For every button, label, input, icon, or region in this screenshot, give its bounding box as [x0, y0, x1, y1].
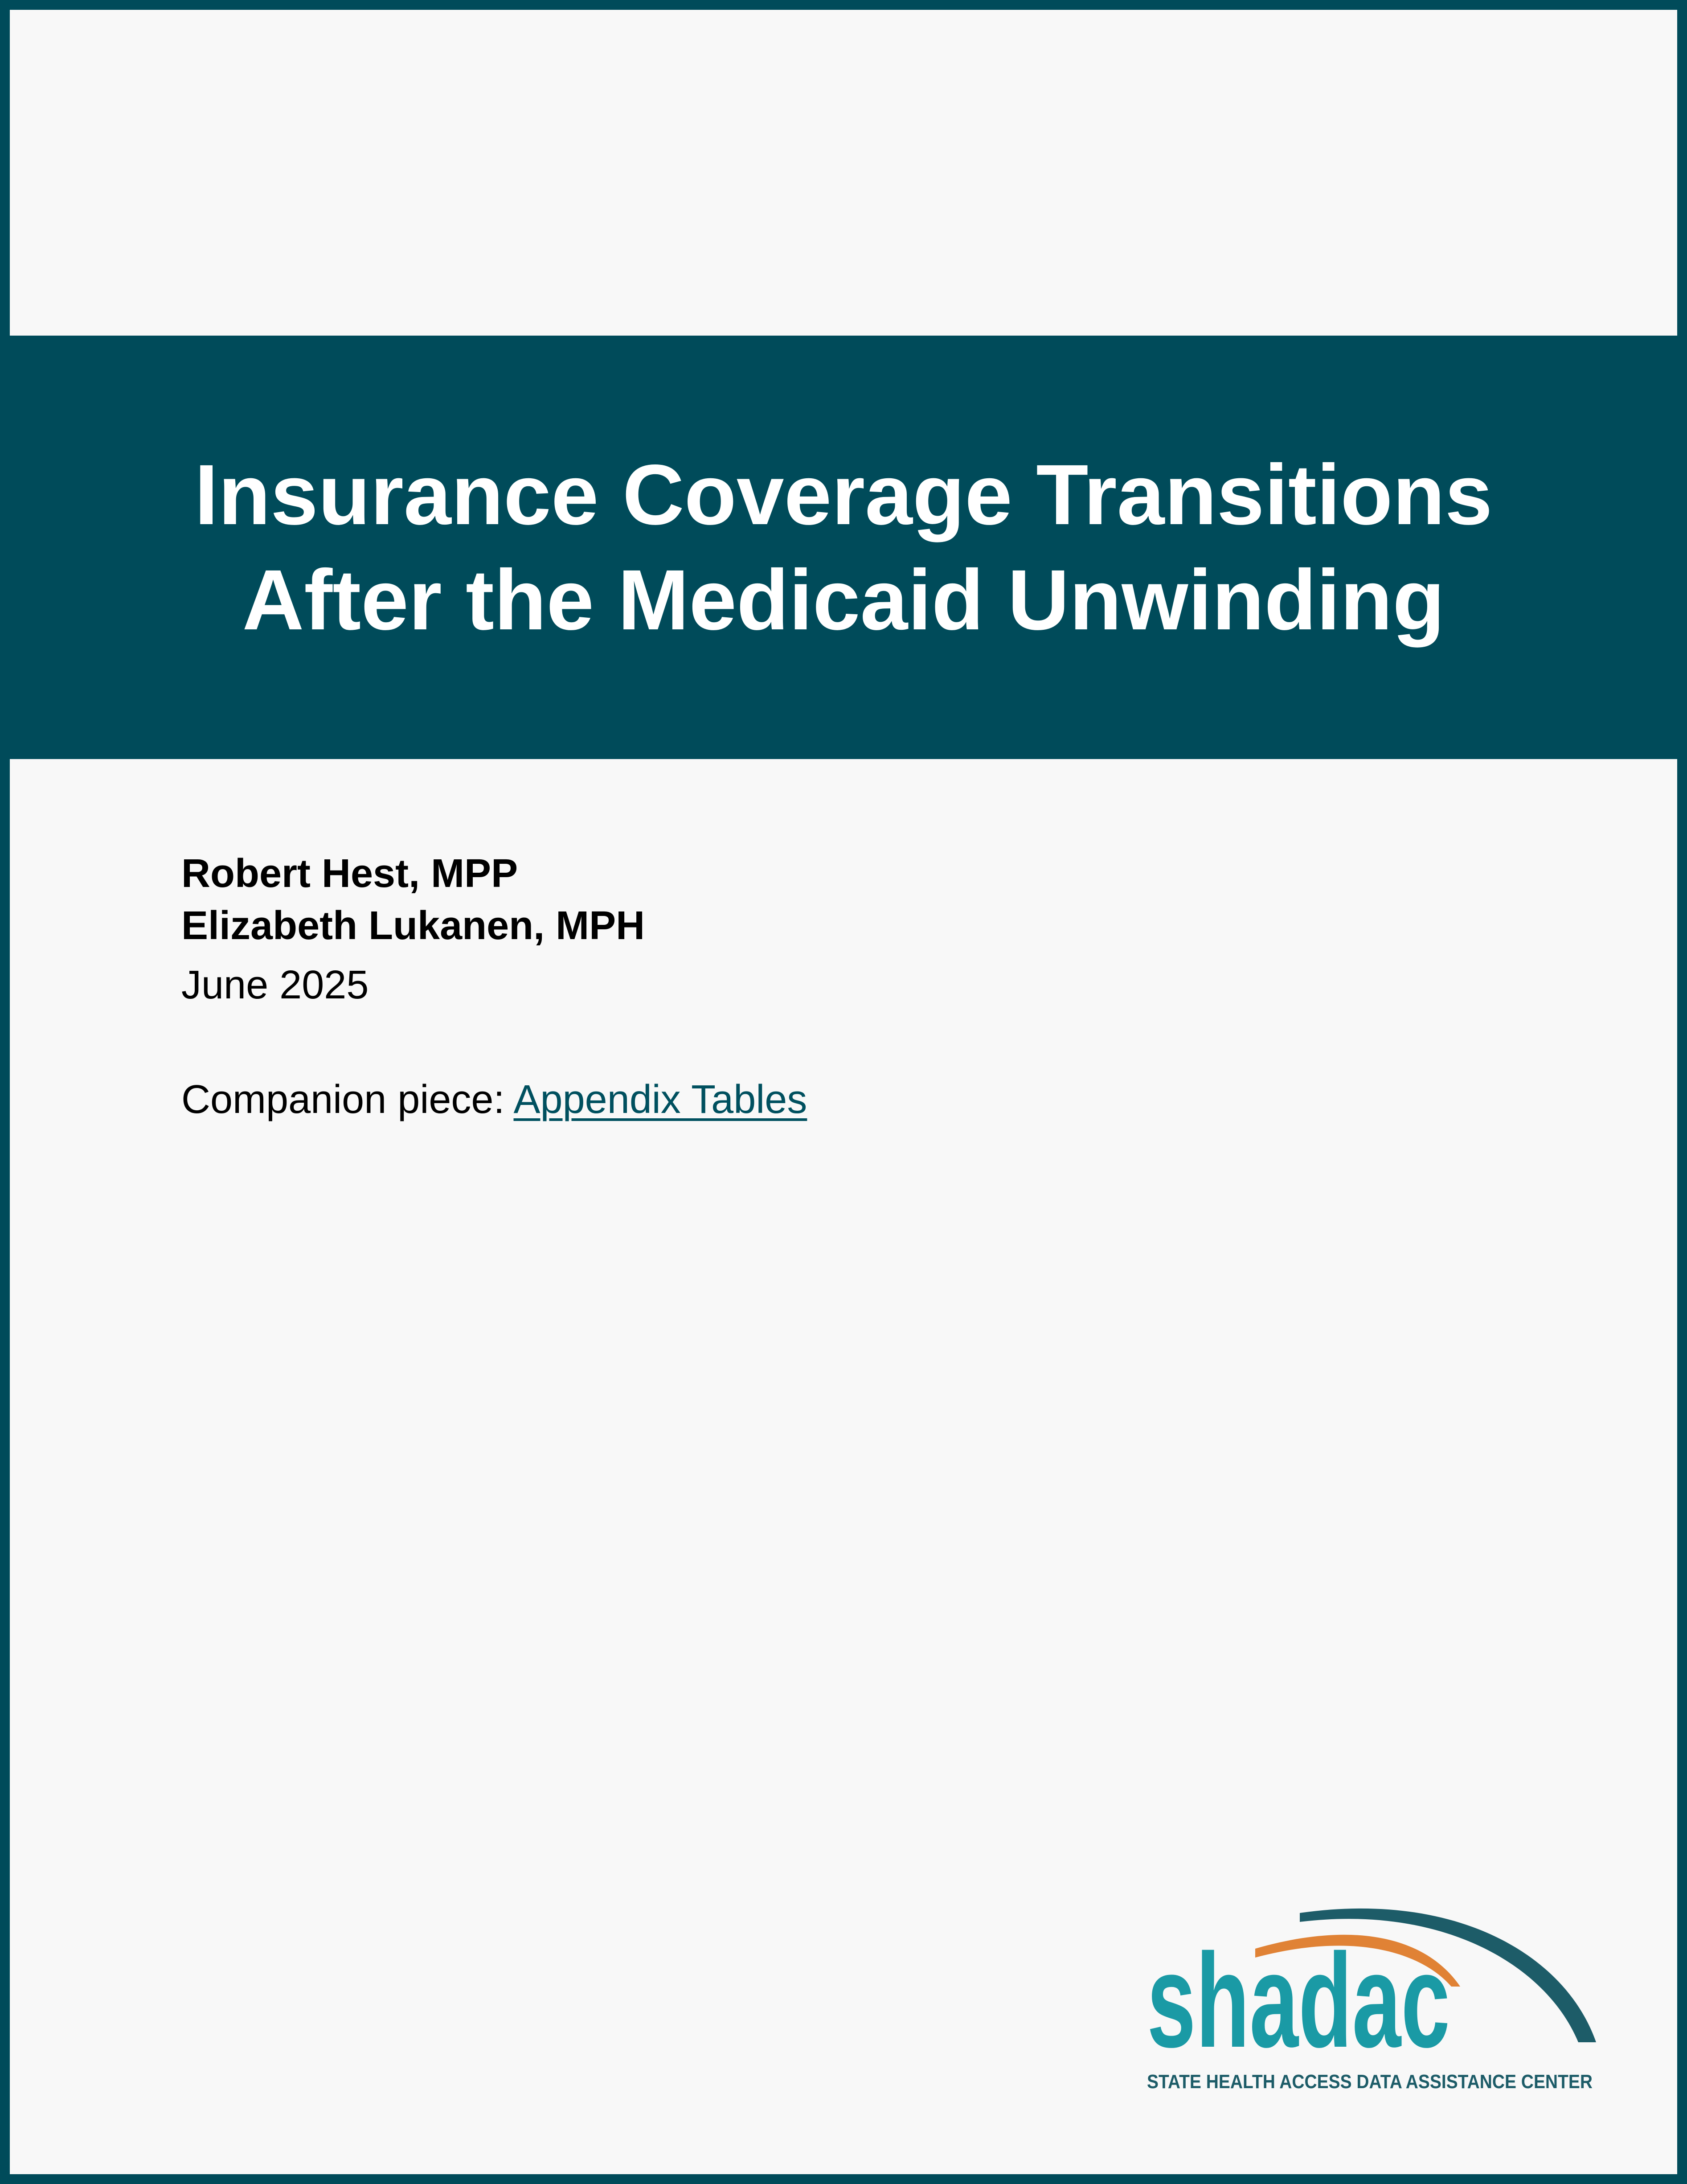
appendix-tables-link[interactable]: Appendix Tables [513, 1077, 807, 1122]
cover-page [10, 10, 1677, 2174]
publication-date: June 2025 [181, 963, 369, 1007]
report-title-line-2: After the Medicaid Unwinding [242, 552, 1445, 648]
companion-piece [181, 1074, 807, 1126]
title-banner [10, 336, 1677, 759]
author-2: Elizabeth Lukanen, MPH [181, 903, 645, 948]
logo-tagline: STATE HEALTH ACCESS DATA ASSISTANCE CENTER [1147, 2071, 1593, 2093]
shadac-logo [1133, 1900, 1614, 2096]
author-1: Robert Hest, MPP [181, 851, 518, 896]
shadac-logo-graphic [1133, 1900, 1614, 2096]
report-meta [181, 848, 807, 1126]
logo-wordmark: shadac [1147, 1925, 1450, 2075]
report-title-line-1: Insurance Coverage Transitions [194, 447, 1493, 542]
companion-label: Companion piece: [181, 1077, 514, 1122]
